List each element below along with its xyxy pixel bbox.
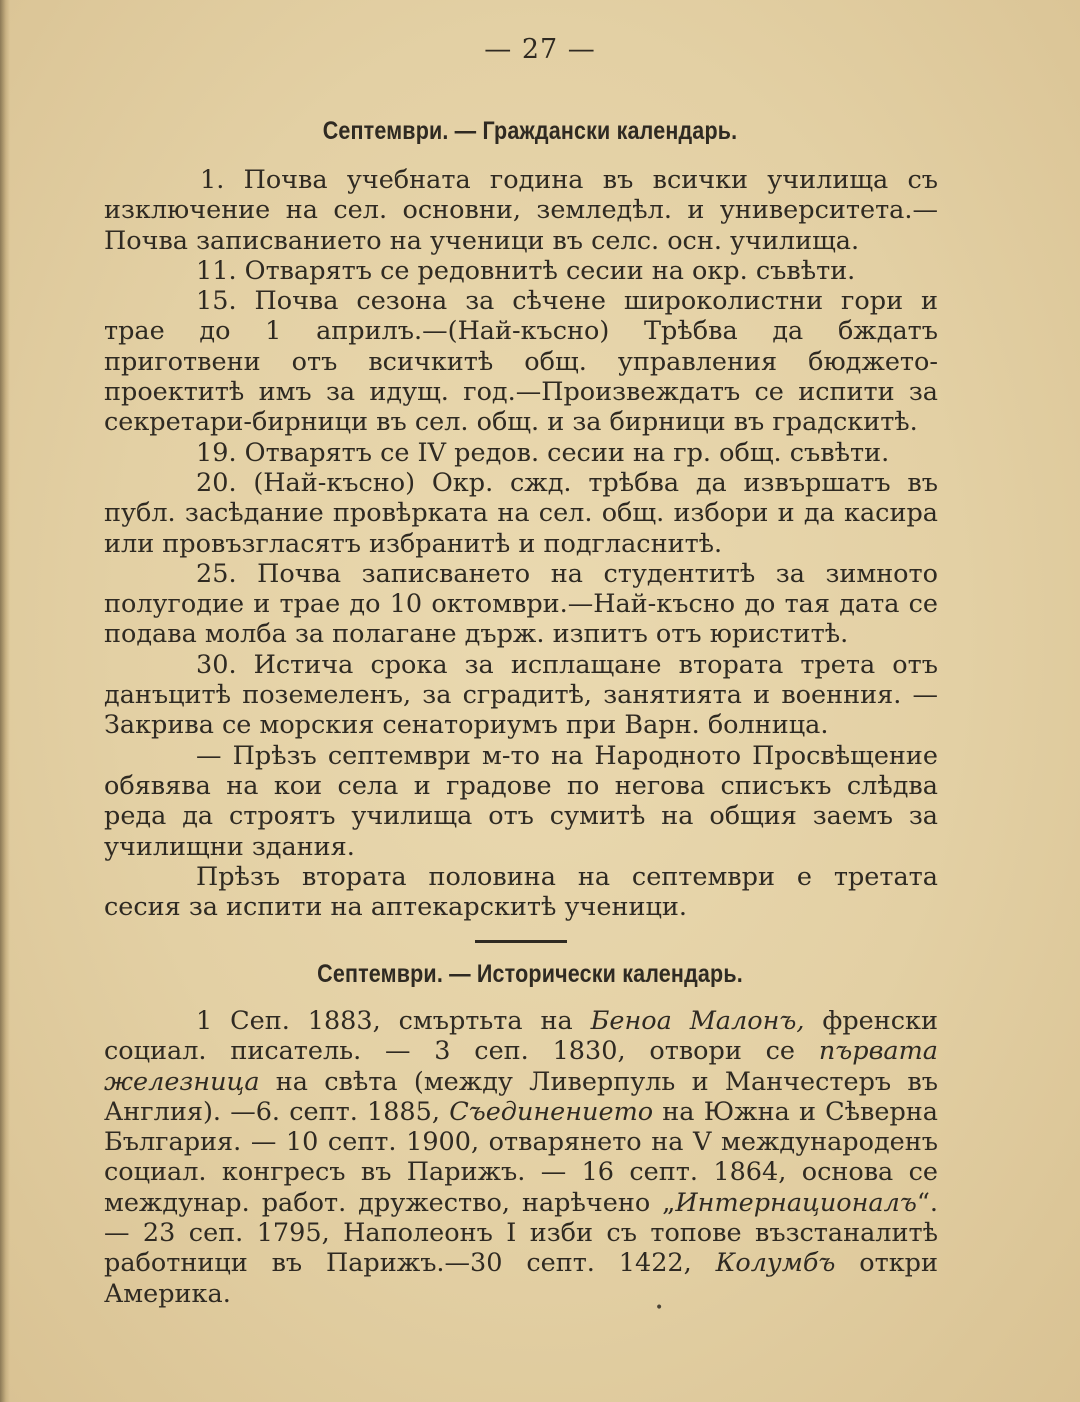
historical-segment: “.— 23 сеп. 1795, Наполеонъ I изби съ топове възстаналитѣ работници въ Парижъ.—30 септ. 1422, <box>104 1187 938 1279</box>
historical-paragraph <box>104 1006 938 1309</box>
page-number: — 27 — <box>484 34 596 65</box>
civil-paragraph-4: 19. Отварятъ се IV редов. сесии на гр. общ. съвѣти. <box>196 437 890 468</box>
historical-calendar-text <box>104 1006 938 1309</box>
historical-segment-italic: първата железница <box>104 1036 938 1097</box>
section-divider <box>475 940 567 943</box>
civil-paragraph-6: 25. Почва записването на студентитѣ за зимното полугодие и трае до 10 октомври.—Най-късно до тая дата се подава молба за полагане държ. изпитъ отъ юриститѣ. <box>104 558 938 650</box>
historical-segment-italic: Съединението <box>449 1096 654 1127</box>
historical-segment-italic: Интернационалъ <box>675 1187 917 1218</box>
civil-paragraph-7: 30. Истича срока за исплащане втората трета отъ данъцитѣ поземеленъ, за сградитѣ, занятията и военния. —Закрива се морския сенаториумъ при Варн. болница. <box>104 649 938 741</box>
historical-calendar-heading: Септември. — Исторически календарь. <box>317 960 743 988</box>
historical-segment: откри Америка. <box>104 1248 938 1309</box>
page-edge-shadow <box>0 0 10 1402</box>
historical-segment: френски социал. писатель. — 3 сеп. 1830, отвори се <box>104 1006 938 1067</box>
historical-segment: на Южна и Сѣверна България. — 10 септ. 1900, отварянето на V международенъ социал. конгресъ въ Парижъ. — 16 септ. 1864, основа се междунар. работ. дружество, нарѣчено „ <box>104 1096 939 1218</box>
historical-segment: на свѣта (между Ливерпуль и Манчестеръ въ Англия). —6. септ. 1885, <box>104 1066 938 1127</box>
historical-segment: 1 Сеп. 1883, смъртьта на <box>196 1006 591 1036</box>
civil-paragraph-5: 20. (Най-късно) Окр. сжд. трѣбва да извършатъ въ публ. засѣдание провѣрката на сел. общ. избори и да касира или провъзгласятъ избранитѣ и подгласнитѣ. <box>104 467 938 559</box>
historical-segment-italic: Беноа Малонъ, <box>590 1006 805 1036</box>
civil-paragraph-2: 11. Отварятъ се редовнитѣ сесии на окр. съвѣти. <box>196 255 856 286</box>
civil-paragraph-8: — Прѣзъ септември м-то на Народното Просвѣщение обявява на кои села и градове по негова списъкъ слѣдва реда да строятъ училища отъ сумитѣ на общия заемъ за училищни здания. <box>104 740 938 862</box>
ink-speck: • <box>655 1300 664 1316</box>
civil-calendar-heading: Септември. — Граждански календарь. <box>322 117 738 145</box>
historical-segment-italic: Колумбъ <box>715 1248 836 1279</box>
civil-paragraph-9: Прѣзъ втората половина на септември е третата сесия за испити на аптекарскитѣ ученици. <box>104 861 938 923</box>
civil-paragraph-3: 15. Почва сезона за сѣчене широколистни гори и трае до 1 априлъ.—(Най-късно) Трѣбва да бждатъ приготвени отъ всичкитѣ общ. управления бюджето-проектитѣ имъ за идущ. год.—Произвеждатъ се испити за секретари-бирници въ сел. общ. и за бирници въ градскитѣ. <box>104 286 938 438</box>
civil-calendar-text <box>104 165 938 922</box>
civil-paragraph-1: 1. Почва учебната година въ всички училища съ изключение на сел. основни, земледѣл. и университета.— Почва записванието на ученици въ селс. осн. училища. <box>104 165 938 256</box>
